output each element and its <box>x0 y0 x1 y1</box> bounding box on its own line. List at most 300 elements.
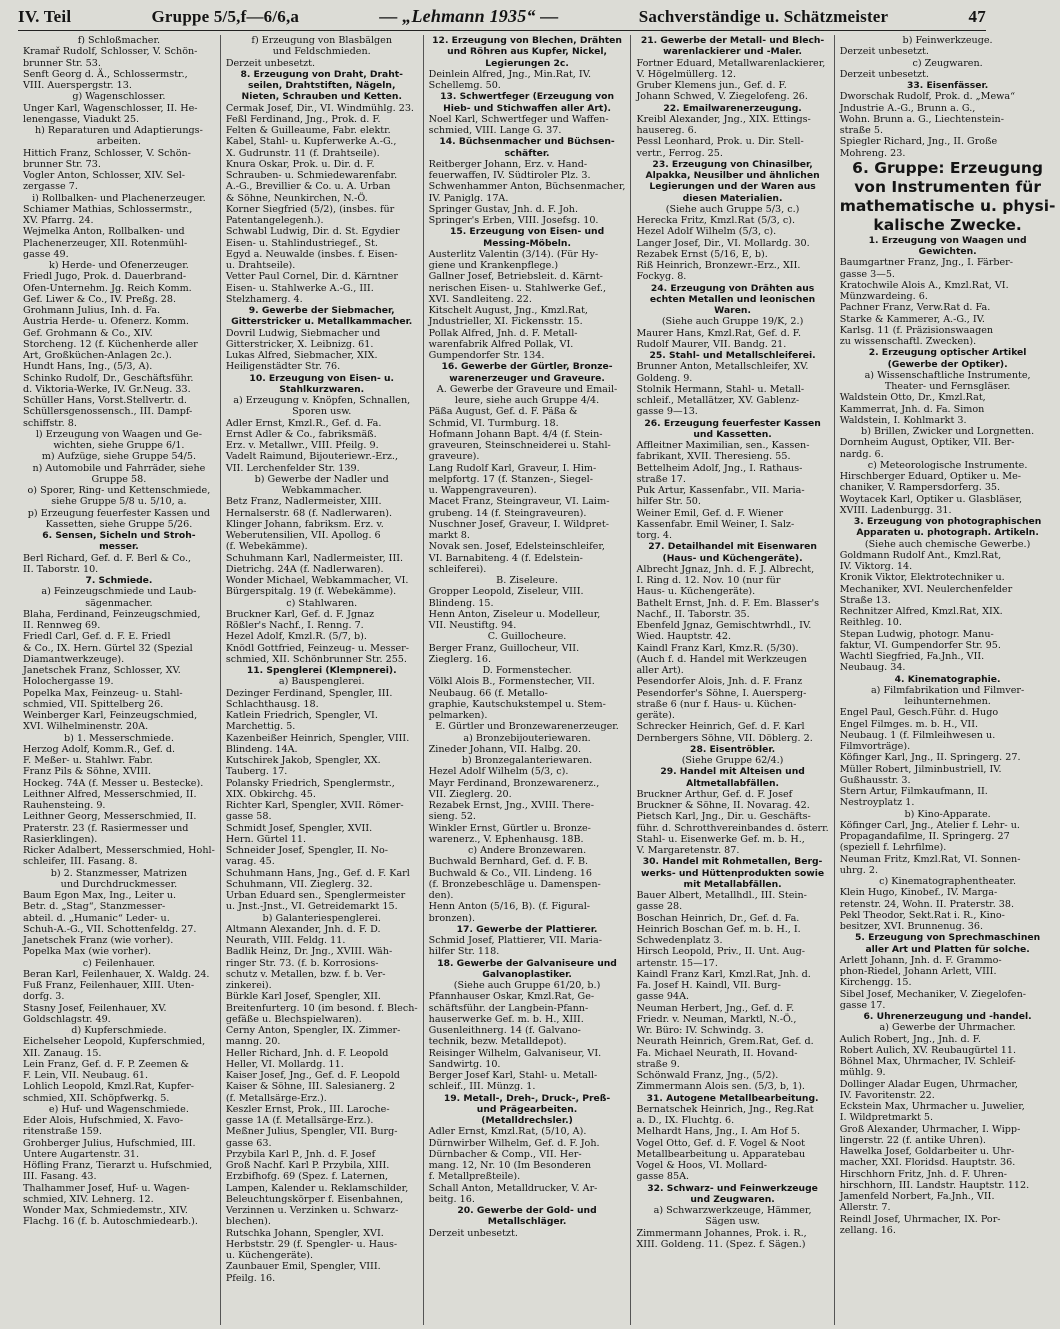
subheading: c) Zeugwaren. <box>912 57 983 69</box>
entry-line: Leithner Georg, Messerschmied, II. <box>23 811 197 823</box>
entry-line: Schiamer Mathias, Schlossermstr., <box>23 203 193 215</box>
entry-line: d. Viktoria-Werke, IV. Gr.Neug. 33. <box>23 383 191 395</box>
subheading: a) Wissenschaftliche Instrumente, <box>864 369 1031 381</box>
subheading: (Siehe auch Gruppe 61/20, b.) <box>453 980 601 991</box>
entry-line: Leithner Alfred, Messerschmied, II. <box>23 788 197 800</box>
entry-line: Pessl Leonhard, Prok. u. Dir. Stell- <box>636 136 804 148</box>
subheading: C. Guillocheure. <box>487 631 567 643</box>
entry-line: vertr., Ferrog. 25. <box>636 147 723 159</box>
section-heading: von Instrumenten für <box>854 177 1041 196</box>
entry-line: Hezel Adolf Wilhelm (5/3, c). <box>636 226 777 238</box>
entry-line: IV. Viktorg. 14. <box>839 561 913 572</box>
entry-line: Schuh-A.-G., VII. Schottenfeldg. 27. <box>23 923 197 935</box>
entry-line: gasse 85A. <box>636 1171 690 1183</box>
entry-line: Knura Oskar, Prok. u. Dir. d. F. <box>225 158 375 170</box>
entry-line: Ebenfeld Jgnaz, Gemischtwrhdl., IV. <box>636 620 812 631</box>
subheading: A. Gewerbe der Graveure und Email- <box>436 383 618 395</box>
entry-line: Robert Aulich, XV. Reubaugürtel 11. <box>839 1044 1017 1056</box>
section-heading: schäfter. <box>504 147 550 159</box>
subheading: c) Meteorologische Instrumente. <box>867 459 1028 471</box>
section-heading: 25. Stahl- und Metallschleiferei. <box>649 350 816 361</box>
subheading: a) Bauspenglerei. <box>278 676 365 688</box>
entry-line: gasse 9—13. <box>636 406 698 418</box>
entry-line: Sibel Josef, Mechaniker, V. Ziegelofen- <box>839 988 1027 1000</box>
entry-line: Winkler Ernst, Gürtler u. Bronze- <box>428 822 591 834</box>
entry-line: Zimmermann Alois sen. (5/3, b, 1). <box>636 1081 805 1093</box>
section-heading: 6. Sensen, Sicheln und Stroh- <box>42 530 196 541</box>
entry-line: schmied, XIV. Lehnerg. 12. <box>23 1193 154 1205</box>
entry-line: VI. Barnabiteng. 4 (f. Edelstein- <box>428 552 583 564</box>
entry-line: Herzog Adolf, Komm.R., Gef. d. <box>23 743 176 755</box>
entry-line: Vogler Anton, Schlosser, XIV. Sel- <box>23 170 186 181</box>
entry-line: Schuhmann Hans, Jng., Gef. d. F. Karl <box>225 867 410 879</box>
entry-line: Aulich Robert, Jng., Jnh. d. F. <box>839 1033 981 1045</box>
entry-line: Kaiser Josef, Jng., Gef. d. F. Leopold <box>225 1070 400 1081</box>
subheading: c) Andere Bronzewaren. <box>467 845 587 856</box>
entry-line: (f. Metallsärge-Erz.). <box>225 1092 327 1104</box>
entry-line: Buchwald & Co., VII. Lindeng. 16 <box>428 867 592 879</box>
entry-line: Kammerrat, Jnh. d. Fa. Simon <box>839 403 985 415</box>
section-heading: 29. Handel mit Alteisen und <box>660 766 805 778</box>
entry-line: Dietrichg. 24A (f. Nadlerwaren). <box>225 563 384 575</box>
entry-line: Fortner Eduard, Metallwarenlackierer, <box>636 57 826 69</box>
entry-line: Baum Egon Max, Ing., Leiter u. <box>23 890 177 901</box>
entry-line: Lukas Alfred, Siebmacher, XIX. <box>225 350 378 361</box>
subheading: leure, siehe auch Gruppe 4/4. <box>454 395 600 406</box>
section-heading: Waren. <box>714 305 751 316</box>
entry-line: gasse 58. <box>225 811 272 823</box>
entry-line: melpfortg. 17 (f. Stanzen-, Siegel- <box>428 473 593 485</box>
subheading: wichten, siehe Gruppe 6/1. <box>53 440 185 451</box>
entry-line: Ricker Adalbert, Messerschmied, Hohl- <box>23 845 215 856</box>
entry-line: XV. Pfarrg. 24. <box>23 215 94 226</box>
entry-line: Deinlein Alfred, Jng., Min.Rat, IV. <box>428 68 591 80</box>
entry-line: mühlg. 9. <box>839 1067 886 1079</box>
entry-line: Arlett Johann, Jnh. d. F. Grammo- <box>839 954 1002 966</box>
entry-line: hirschhorn, III. Landstr. Hauptstr. 112. <box>839 1179 1030 1191</box>
entry-line: Blaha, Ferdinand, Feinzeugschmied, <box>23 608 201 620</box>
entry-line: Weberutensilien, VII. Apollog. 6 <box>225 530 381 541</box>
entry-line: IV. Favoritenstr. 22. <box>839 1089 935 1101</box>
entry-line: Rezabek Ernst, Jng., XVIII. There- <box>428 800 594 811</box>
entry-line: VIII. Auerspergstr. 13. <box>23 80 132 91</box>
column-1 <box>18 35 221 1325</box>
subheading: o) Sporer, Ring- und Kettenschmiede, <box>27 485 211 496</box>
entry-line: graveure). <box>428 451 480 463</box>
subheading: (Siehe auch Gruppe 19/K, 2.) <box>661 316 804 328</box>
subheading: i) Rollbalken- und Plachenerzeuger. <box>32 192 206 204</box>
entry-line: Novak sen. Josef, Edelsteinschleifer, <box>428 541 605 553</box>
entry-line: beitg. 16. <box>428 1193 475 1205</box>
entry-line: sieng. 52. <box>428 811 476 823</box>
section-heading: Alpakka, Neusilber und ähnlichen <box>645 170 820 181</box>
entry-line: varag. 45. <box>225 856 275 868</box>
entry-line: Holochergasse 19. <box>23 676 114 688</box>
entry-line: fabrikant, XVII. Theresieng. 55. <box>636 451 791 463</box>
entry-line: Jndustrie A.-G., Brunn a. G., <box>839 102 976 114</box>
entry-line: pelmarken). <box>428 710 488 721</box>
entry-line: Pfeilg. 16. <box>225 1272 276 1284</box>
entry-line: I. Ring d. 12. Nov. 10 (nur für <box>636 575 781 586</box>
entry-line: Lang Rudolf Karl, Graveur, I. Him- <box>428 462 597 474</box>
entry-line: Affleitner Maximilian, sen., Kassen- <box>636 440 810 451</box>
section-heading: 24. Erzeugung von Drähten aus <box>650 282 815 294</box>
entry-line: Katlein Friedrich, Spengler, VI. <box>225 710 378 721</box>
entry-line: Derzeit unbesetzt. <box>839 46 929 58</box>
section-heading: 33. Eisenfässer. <box>906 80 989 91</box>
entry-line: Heller Richard, Jnh. d. F. Leopold <box>225 1047 389 1059</box>
entry-line: retenstr. 24, Wohn. II. Praterstr. 38. <box>839 898 1015 910</box>
entry-line: straße 17. <box>636 473 686 485</box>
entry-line: Bauer Albert, Metallhdl., III. Stein- <box>636 890 807 901</box>
part-label: IV. Teil <box>18 7 72 26</box>
entry-line: Schinko Rudolf, Dr., Geschäftsführ. <box>23 372 194 384</box>
subheading: Theater- und Fernsgläser. <box>884 381 1011 392</box>
entry-line: F. Meßer- u. Stahlwr. Fabr. <box>23 755 153 766</box>
entry-line: Vadelt Raimund, Bijouteriewr.-Erz., <box>225 451 398 463</box>
entry-line: Neuman Herbert, Jng., Gef. d. F. <box>636 1002 795 1014</box>
entry-line: Badlik Heinz, Dr. Jng., XVIII. Wäh- <box>225 946 393 958</box>
entry-line: schiffstr. 8. <box>23 417 77 429</box>
entry-line: Dollinger Aladar Eugen, Uhrmacher, <box>839 1078 1018 1090</box>
entry-line: Vogel Otto, Gef. d. F. Vogel & Noot <box>636 1137 805 1149</box>
entry-line: Berl Richard, Gef. d. F. Berl & Co., <box>23 552 192 564</box>
entry-line: Janetschek Franz, Schlosser, XV. <box>23 665 181 676</box>
entry-line: Pollak Alfred, Jnh. d. F. Metall- <box>428 327 578 339</box>
entry-line: & Co., IX. Hern. Gürtel 32 (Spezial <box>23 642 193 654</box>
entry-line: Wejmelka Anton, Rollbalken- und <box>23 226 185 238</box>
entry-line: Kazenbeißer Heinrich, Spengler, VIII. <box>225 732 410 744</box>
entry-line: Spiegler Richard, Jng., II. Große <box>839 136 998 148</box>
subheading: leihunternehmen. <box>904 696 991 707</box>
entry-line: u. Wappengraveuren). <box>428 485 537 496</box>
entry-line: Meßner Julius, Spengler, VII. Burg- <box>225 1126 398 1138</box>
entry-line: Wonder Michael, Webkammacher, VI. <box>225 575 409 586</box>
entry-line: Adler Ernst, Kmzl.R., Gef. d. Fa. <box>225 417 382 429</box>
entry-line: Gusenleithnerg. 14 (f. Galvano- <box>428 1025 581 1036</box>
entry-line: schäftsführ. der Langbein-Pfann- <box>428 1002 589 1014</box>
section-heading: 4. Kinematographie. <box>894 673 1001 685</box>
entry-line: Groß Alexander, Uhrmacher, I. Wipp- <box>839 1123 1021 1135</box>
entry-line: Stelzhamerg. 4. <box>225 293 303 305</box>
subheading: a) Feinzeugschmiede und Laub- <box>41 586 197 598</box>
section-heading: Galvanoplastiker. <box>482 968 572 980</box>
entry-line: Wr. Büro: IV. Schwindg. 3. <box>636 1025 764 1036</box>
entry-line: Bürgerspitalg. 19 (f. Webekämme). <box>225 586 397 598</box>
subheading: p) Erzeugung feuerfester Kassen und <box>27 507 211 519</box>
entry-line: (speziell f. Lehrfilme). <box>839 842 947 854</box>
subheading: Gruppe 58. <box>91 473 147 485</box>
entry-line: Keszler Ernst, Prok., III. Laroche- <box>225 1103 390 1115</box>
entry-line: Cermak Josef, Dir., VI. Windmühlg. 23. <box>225 102 414 114</box>
entry-line: Schwedenplatz 3. <box>636 935 723 946</box>
entry-line: Dezinger Ferdinand, Spengler, III. <box>225 687 393 699</box>
entry-line: Köfinger Carl, Jng., Atelier f. Lehr- u. <box>839 819 1020 831</box>
entry-line: Derzeit unbesetzt. <box>225 57 316 69</box>
subheading: Webkammacher. <box>281 485 362 496</box>
entry-line: Heller, VI. Mollardg. 11. <box>225 1058 344 1070</box>
entry-line: Hern. Gürtel 11. <box>225 833 307 845</box>
entry-line: besitzer, XVI. Brunnenug. 36. <box>839 921 984 932</box>
entry-line: Gitterstricker, X. Leibnizg. 61. <box>225 338 374 350</box>
entry-line: Gumpendorfer Str. 134. <box>428 350 545 361</box>
entry-line: nardg. 6. <box>839 448 884 460</box>
entry-line: Stahl- u. Eisenwerke Gef. m. b. H., <box>636 833 805 845</box>
entry-line: markt 8. <box>428 530 470 541</box>
entry-line: feuerwaffen, IV. Südtiroler Plz. 3. <box>428 170 591 181</box>
entry-line: A.-G., Brevillier & Co. u. A. Urban <box>225 181 391 193</box>
entry-line: Zineder Johann, VII. Halbg. 20. <box>428 743 582 755</box>
entry-line: hilfer Str. 118. <box>428 946 500 958</box>
section-heading: Hieb- und Stichwaffen aller Art). <box>443 102 612 114</box>
entry-line: Klein Hugo, Kinobef., IV. Marga- <box>839 887 998 899</box>
entry-line: schutz v. Metallen, bzw. f. b. Ver- <box>225 968 386 980</box>
entry-line: Schall Anton, Metalldrucker, V. Ar- <box>428 1182 598 1194</box>
entry-line: Schneider Josef, Spengler, II. No- <box>225 845 389 856</box>
entry-line: Boschan Heinrich, Dr., Gef. d. Fa. <box>636 912 800 924</box>
entry-line: mang. 12, Nr. 10 (Im Besonderen <box>428 1160 592 1171</box>
entry-line: Schlachthausg. 18. <box>225 698 319 710</box>
subheading: und Durchdruckmesser. <box>60 878 178 890</box>
entry-line: Korner Siegfried (5/2), (insbes. für <box>225 203 395 215</box>
section-heading: Gitterstricker u. Metallkammacher. <box>231 316 413 328</box>
entry-line: Senft Georg d. Ä., Schlossermstr., <box>23 68 188 80</box>
section-heading: 7. Schmiede. <box>85 575 153 586</box>
entry-line: Schuhmann, VII. Zieglerg. 32. <box>225 878 373 890</box>
subheading: n) Automobile und Fahrräder, siehe <box>32 462 206 474</box>
column-3 <box>424 35 632 1325</box>
entry-line: Beleuchtungskörper f. Eisenbahnen, <box>225 1193 404 1205</box>
entry-line: Springer Gustav, Jnh. d. F. Joh. <box>428 203 579 215</box>
entry-line: II. Taborstr. 10. <box>23 563 99 575</box>
entry-line: X. Gudrunstr. 11 (f. Drahtseile). <box>225 147 380 159</box>
entry-line: Rechnitzer Alfred, Kmzl.Rat, XIX. <box>839 606 1003 617</box>
entry-line: Gef. Liwer & Co., IV. Preßg. 28. <box>23 293 177 305</box>
entry-line: Przybila Karl P., Jnh. d. F. Josef <box>225 1148 376 1160</box>
entry-line: Marchettig. 5. <box>225 721 296 733</box>
entry-line: Schrecker Heinrich, Gef. d. F. Karl <box>636 721 805 733</box>
entry-line: zellang. 16. <box>839 1224 896 1236</box>
subheading: g) Wagenschlosser. <box>72 91 166 103</box>
entry-line: Bruckner Karl, Gef. d. F. Jgnaz <box>225 608 375 620</box>
entry-line: Bruckner & Söhne, II. Novarag. 42. <box>636 800 810 811</box>
subheading: sägenmacher. <box>85 597 153 609</box>
entry-line: Reisinger Wilhelm, Galvaniseur, VI. <box>428 1047 602 1059</box>
subheading: D. Formenstecher. <box>482 665 572 676</box>
entry-line: Weiner Emil, Gef. d. F. Wiener <box>636 507 784 519</box>
entry-line: Richter Karl, Spengler, XVII. Römer- <box>225 800 404 811</box>
entry-line: Groß Nachf. Karl P. Przybila, XIII. <box>225 1160 390 1171</box>
entry-line: Lampen, Kalender u. Reklamschilder, <box>225 1182 409 1194</box>
entry-line: Erz. v. Metallwr., VIII. Pfeilg. 9. <box>225 440 379 451</box>
entry-line: Mohreng. 23. <box>839 147 906 159</box>
subheading: arbeiten. <box>96 136 141 148</box>
section-heading: 10. Erzeugung von Eisen- u. <box>249 372 395 384</box>
entry-line: Blindeng. 14A. <box>225 743 298 755</box>
entry-line: Kaindl Franz Karl, Kmzl.Rat, Jnh. d. <box>636 968 811 980</box>
entry-line: Kreibl Alexander, Jng., XIX. Ettings- <box>636 113 811 125</box>
section-heading: Messing-Möbeln. <box>483 237 571 249</box>
entry-line: technik, bezw. Metalldepot). <box>428 1036 567 1048</box>
entry-line: Päßa August, Gef. d. F. Päßa & <box>428 406 578 418</box>
entry-line: Ofen-Unternehm. Jg. Reich Komm. <box>23 282 192 294</box>
entry-line: Henn Anton, Ziseleur u. Modelleur, <box>428 608 601 620</box>
entry-line: Schüllersgenossensch., III. Dampf- <box>23 406 193 418</box>
subheading: b) 1. Messerschmiede. <box>63 732 174 744</box>
entry-line: Puk Artur, Kassenfabr., VII. Maria- <box>636 485 805 496</box>
entry-line: schmied, VIII. Lange G. 37. <box>428 125 562 136</box>
subheading: a) Gewerbe der Uhrmacher. <box>879 1022 1016 1034</box>
entry-line: Betr. d. „Stag“, Stanzmesser- <box>23 901 166 913</box>
entry-line: Fa. Josef H. Kaindl, VII. Burg- <box>636 980 781 991</box>
entry-line: Dovril Ludwig, Siebmacher und <box>225 327 381 339</box>
entry-line: Schmid, VI. Turmburg. 18. <box>428 417 559 429</box>
entry-line: Herecka Fritz, Kmzl.Rat (5/3, c). <box>636 215 795 226</box>
entry-line: Fockyg. 8. <box>636 271 687 283</box>
entry-line: VII. Zieglerg. 20. <box>428 788 512 800</box>
entry-line: Herbststr. 29 (f. Spengler- u. Haus- <box>225 1238 398 1250</box>
section-heading: und Kassetten. <box>693 428 772 440</box>
subheading: a) Filmfabrikation und Filmver- <box>870 684 1025 696</box>
entry-line: Buchwald Bernhard, Gef. d. F. B. <box>428 856 589 868</box>
entry-line: Springer's Erben, VIII. Josefsg. 10. <box>428 215 599 226</box>
entry-line: Rutschka Johann, Spengler, XVI. <box>225 1227 384 1239</box>
entry-line: Straße 13. <box>839 594 891 606</box>
entry-line: XIX. Obkirchg. 45. <box>225 788 316 800</box>
entry-line: Janetschek Franz (wie vorher). <box>23 935 174 946</box>
entry-line: Gallner Josef, Betriebsleit. d. Kärnt- <box>428 271 603 283</box>
entry-line: Neurath, VIII. Feldg. 11. <box>225 935 346 946</box>
entry-line: Dernbergers Söhne, VII. Döblerg. 2. <box>636 732 813 744</box>
entry-line: II. Rennweg 69. <box>23 620 101 631</box>
entry-line: Riß Heinrich, Bronzewr.-Erz., XII. <box>636 260 801 271</box>
entry-line: dorfg. 3. <box>23 991 65 1003</box>
entry-line: Schüller Hans, Vorst.Stellvertr. d. <box>23 395 187 406</box>
entry-line: Schellemg. 50. <box>428 80 501 91</box>
entry-line: Waldstein, I. Kohlmarkt 3. <box>839 414 967 426</box>
entry-line: giene und Krankenpflege.) <box>428 260 559 271</box>
entry-line: Gropper Leopold, Ziseleur, VIII. <box>428 586 584 598</box>
entry-line: Friedr. v. Neuman, Marktl, N.-Ö., <box>636 1013 797 1025</box>
entry-line: Zieglerg. 16. <box>428 653 492 665</box>
section-heading: 32. Schwarz- und Feinwerkzeuge <box>647 1182 818 1194</box>
entry-line: gasse 3—5. <box>839 268 895 280</box>
entry-line: XII. Zanaug. 15. <box>23 1047 102 1059</box>
subheading: (Siehe auch chemische Gewerbe.) <box>864 538 1031 550</box>
section-heading: 21. Gewerbe der Metall- und Blech- <box>640 35 825 46</box>
entry-line: chaniker, V. Rampersdorferg. 35. <box>839 482 1001 494</box>
entry-line: Stolnik Hermann, Stahl- u. Metall- <box>636 383 805 395</box>
entry-line: Rezabek Ernst (5/16, E, b). <box>636 248 768 260</box>
entry-line: Vetter Paul Cornel, Dir. d. Kärntner <box>225 271 398 283</box>
entry-line: Stasny Josef, Feilenhauer, XV. <box>23 1002 167 1014</box>
section-heading: 2. Erzeugung optischer Artikel <box>868 347 1027 359</box>
entry-line: Vogel & Hoos, VI. Mollard- <box>636 1160 767 1171</box>
subheading: Sägen usw. <box>705 1216 760 1228</box>
entry-line: Flachg. 16 (f. b. Autoschmiedearb.). <box>23 1216 198 1228</box>
subheading: a) Schwarzwerkzeuge, Hämmer, <box>653 1205 812 1216</box>
entry-line: Hundt Hans, Ing., (5/3, A). <box>23 361 153 373</box>
entry-line: XVI. Sandleiteng. 22. <box>428 293 532 305</box>
entry-line: graphie, Kautschukstempel u. Stem- <box>428 698 606 710</box>
section-heading: 26. Erzeugung feuerfester Kassen <box>644 417 821 429</box>
section-heading: (Haus- und Küchengeräte). <box>662 552 803 564</box>
section-heading: 28. Eisentröbler. <box>690 743 776 755</box>
entry-line: schmied, XII. Schönbrunner Str. 255. <box>225 653 407 665</box>
entry-line: Hofmann Johann Bapt. 4/4 (f. Stein- <box>428 428 603 440</box>
entry-line: hauserwerke Gef. m. b. H., XIII. <box>428 1013 584 1025</box>
entry-line: abteil. d. „Humanic“ Leder- u. <box>23 912 170 924</box>
subheading: B. Ziseleure. <box>496 575 558 586</box>
entry-line: Franz Pils & Söhne, XVIII. <box>23 766 152 778</box>
entry-line: zergasse 7. <box>23 181 78 193</box>
section-heading: echten Metallen und leonischen <box>649 293 816 305</box>
entry-line: schleiferei). <box>428 563 487 575</box>
section-heading: diesen Materialien. <box>682 192 783 204</box>
entry-line: geräte). <box>636 710 675 721</box>
entry-line: Kassenfabr. Emil Weiner, I. Salz- <box>636 518 795 530</box>
entry-line: Popelka Max, Feinzeug- u. Stahl- <box>23 687 183 699</box>
entry-line: Brunner Anton, Metallschleifer, XV. <box>636 361 809 373</box>
entry-line: Neubaug. 34. <box>839 662 906 674</box>
section-heading: messer. <box>99 541 139 553</box>
page-header <box>18 6 986 31</box>
entry-line: Zaunbauer Emil, Spengler, VIII. <box>225 1261 381 1273</box>
entry-line: Untere Augartenstr. 31. <box>23 1148 140 1160</box>
entry-line: Köfinger Karl, Jng., II. Springerg. 27. <box>839 752 1021 764</box>
entry-line: phon-Riedel, Johann Arlett, VIII. <box>839 966 997 977</box>
entry-line: Derzeit unbesetzt. <box>839 68 929 80</box>
section-heading: Altmetallabfällen. <box>686 777 780 789</box>
section-heading: Nieten, Schrauben und Ketten. <box>241 91 402 103</box>
entry-line: schmied, XII. Schöpfwerkg. 5. <box>23 1092 170 1104</box>
entry-line: Altmann Alexander, Jnh. d. F. D. <box>225 923 381 935</box>
entry-line: Filmvorträge). <box>839 741 911 752</box>
column-4 <box>631 35 834 1325</box>
entry-line: manng. 20. <box>225 1036 281 1048</box>
entry-line: Jndustrieller, XI. Fickensstr. 15. <box>428 316 583 328</box>
entry-line: Stern Artur, Filmkaufmann, II. <box>839 786 988 797</box>
entry-line: Propagandafilme, II. Springerg. 27 <box>839 831 1010 842</box>
publication-title: — „Lehmann 1935“ — <box>379 6 559 26</box>
entry-line: Rudolf Maurer, VII. Bandg. 21. <box>636 338 787 350</box>
entry-line: gefäße u. Blechspielwaren). <box>225 1013 362 1025</box>
entry-line: Grohberger Julius, Hufschmied, III. <box>23 1137 196 1149</box>
entry-line: schmied, VII. Spittelberg 26. <box>23 698 164 710</box>
entry-line: nerischen Eisen- u. Stahlwerke Gef., <box>428 282 607 294</box>
entry-line: Popelka Max (wie vorher). <box>23 946 152 958</box>
subheading: c) Kinematographentheater. <box>879 876 1017 887</box>
entry-line: gasse 49. <box>23 248 69 260</box>
entry-line: Langer Josef, Dir., VI. Mollardg. 30. <box>636 237 810 249</box>
entry-line: Feßl Ferdinand, Jng., Prok. d. F. <box>225 113 381 125</box>
entry-line: Waldstein Otto, Dr., Kmzl.Rat, <box>839 392 986 404</box>
entry-line: Egyd a. Neuwalde (insbes. f. Eisen- <box>225 248 398 260</box>
entry-line: VII. Neustiftg. 94. <box>428 620 517 631</box>
entry-line: Nestroyplatz 1. <box>839 797 915 809</box>
section-heading: Legierungen 2c. <box>485 57 569 69</box>
entry-line: Schmidt Josef, Spengler, XVII. <box>225 822 373 834</box>
entry-line: Patentangelegenh.). <box>225 215 324 226</box>
entry-line: gasse 28. <box>636 901 683 913</box>
entry-line: Hernalserstr. 68 (f. Nadlerwaren). <box>225 507 393 519</box>
entry-line: Plachenerzeuger, XII. Rotenmühl- <box>23 237 188 249</box>
subheading: (Siehe Gruppe 62/4.) <box>681 755 784 766</box>
entry-line: führ. d. Schrotthvereinbandes d. österr. <box>636 822 829 834</box>
entry-line: Karlsg. 11 (f. Präzisionswaagen <box>839 324 994 336</box>
entry-line: Polansky Friedrich, Spenglermstr., <box>225 777 395 789</box>
section-heading: 12. Erzeugung von Blechen, Drähten <box>432 35 622 46</box>
